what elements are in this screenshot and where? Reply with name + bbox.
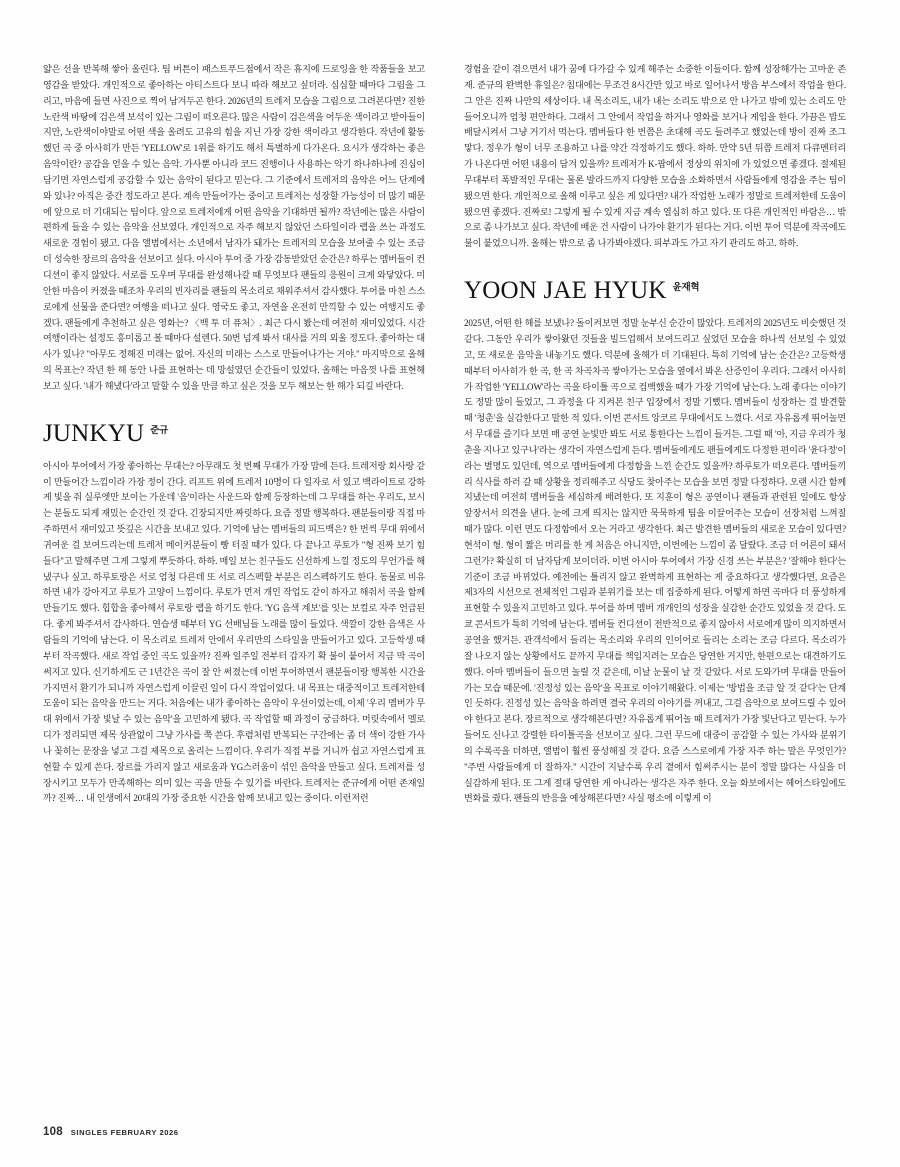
magazine-imprint: SINGLES FEBRUARY 2026 bbox=[70, 1128, 179, 1137]
artist-hangul-name-junkyu: 준규 bbox=[150, 424, 168, 436]
page-number: 108 bbox=[43, 1126, 63, 1138]
right-column bbox=[464, 62, 846, 1072]
junkyu-interview-text: 아시아 투어에서 가장 좋아하는 무대는? 아무래도 첫 번째 무대가 가장 맘에 든다. 트레저랑 회사랑 같이 만들어간 느낌이라 가장 정이 간다. 리프트 위에 트레저 10명이 다 일자로 서 있고 백라이트로 강하게 빛을 줘 실루엣만 보이는 가운데 '음'이라는 사운드와 함께 등장하는데 그 무대를 하는 우리도, 보시는 분들도 되게 재밌는 순간인 것 같다. 긴장되지만 짜릿하다. 요즘 정말 행복하다. 팬분들이랑 직접 마주하면서 재미있고 뜻깊은 시간을 보내고 있다. 기억에 남는 멤버들의 피드백은? 한 번씩 무대 위에서 귀여운 걸 보여드리는데 트레저 메이커분들이 빵 터질 때가 있다. 다 끝나고 루토가 "형 진짜 보기 힘들다"고 말해주면 그게 그렇게 뿌듯하다. 하하. 매일 보는 친구들도 신선하게 느낄 정도의 무언가를 해냈구나 싶고. 하루토랑은 서로 엄청 다른데 또 서로 리스펙할 부분은 리스펙하기도 한다. 동물로 비유하면 내가 강아지고 루토가 고양이 느낌이다. 루토가 먼저 개인 작업도 같이 하자고 해줘서 곡을 함께 만들기도 했다. 힙합을 좋아해서 루토랑 랩을 하기도 한다. 'YG 음색 계보'를 잇는 보컬로 자주 언급된다. 좋게 봐주셔서 감사하다. 연습생 때부터 YG 선배님들 노래를 많이 들었다. 색깔이 강한 음색은 사람들의 기억에 남는다. 이 목소리로 트레저 안에서 우리만의 스타일을 만들어가고 있다. 고등학생 때부터 작곡했다. 새로 작업 중인 곡도 있을까? 진짜 일주일 전부터 갑자기 확 불이 붙어서 지금 막 곡이 써지고 있다. 신기하게도 근 1년간은 곡이 잘 안 써졌는데 이번 투어하면서 팬분들이랑 행복한 시간을 가지면서 환기가 되니까 자연스럽게 이끌린 일이 다시 작업이었다. 내 목표는 대중적이고 트레저한테 도움이 되는 음악을 만드는 거다. 처음에는 내가 좋아하는 음악이 우선이었는데, 이제 '우리 멤버가 무대 위에서 가장 빛날 수 있는 음악'을 고민하게 됐다. 곡 작업할 때 과정이 궁금하다. 머릿속에서 멜로디가 정리되면 제목 상관없이 그냥 가사를 쭉 쓴다. 후렴처럼 반복되는 구간에는 좀 더 색이 강한 가사나 꽂히는 문장을 넣고 그걸 제목으로 올리는 느낌이다. 우리가 직접 부를 거니까 쉽고 자연스럽게 표현할 수 있게 쓴다. 장르를 가리지 않고 새로움과 YG스러움이 섞인 음악을 만들고 싶다. 트레저를 성장시키고 모두가 만족해하는 의미 있는 곡을 만들 수 있기를 바란다. 트레저는 준규에게 어떤 존재일까? 진짜… 내 인생에서 20대의 가장 중요한 시간을 함께 보내고 있는 중이다. 이런저런 bbox=[43, 460, 425, 804]
left-column-continued-interview-text: 얇은 선을 반복해 쌓아 올린다. 팀 버튼이 패스트푸드점에서 작은 휴지에 드로잉을 한 작품들을 보고 영감을 받았다. 개인적으로 좋아하는 아티스트다 보니 따라 해보고 싶더라. 심심할 때마다 그림을 그리고, 마음에 들면 사진으로 찍어 남겨두곤 한다. 2026년의 트레저 모습을 그림으로 그려본다면? 진한 노란색 바탕에 검은색 보석이 있는 그림이 떠오른다. 많은 사람이 검은색을 어두운 색이라고 받아들이지만, 노란색이야말로 어떤 색을 올려도 고유의 힘을 지닌 가장 강한 색이라고 생각한다. 작년에 활동했던 곡 중 아사히가 만든 'YELLOW'로 1위를 하기도 해서 특별하게 다가온다. 요시가 생각하는 좋은 음악이란? 공감을 얻을 수 있는 음악. 가사뿐 아니라 코드 진행이나 사용하는 악기 하나하나에 진심이 담기면 자연스럽게 공감할 수 있는 음악이 된다고 믿는다. 그 기준에서 트레저의 음악은 어느 단계에 와 있나? 아직은 중간 정도라고 본다. 계속 만들어가는 중이고 트레저는 성장할 가능성이 더 많기 때문에 앞으로 더 기대되는 팀이다. 앞으로 트레저에게 어떤 음악을 기대하면 될까? 작년에는 많은 사람이 편하게 들을 수 있는 음악을 선보였다. 개인적으로 자주 해보지 않았던 스타일이라 랩을 쓰는 과정도 새로운 경험이 됐고. 다음 앨범에서는 소년에서 남자가 돼가는 트레저의 모습을 보여줄 수 있는 조금 더 성숙한 장르의 음악을 선보이고 싶다. 아시아 투어 중 가장 감동받았던 순간은? 하루는 멤버들이 컨디션이 좋지 않았다. 서로를 도우며 무대를 완성해나갈 때 무엇보다 팬들의 응원이 크게 와닿았다. 미안한 마음이 커졌을 때조차 우리의 빈자리를 팬들의 목소리로 채워주셔서 감사했다. 투어를 마친 스스로에게 선물을 준다면? 여행을 떠나고 싶다. 영국도 좋고, 자연을 온전히 만끽할 수 있는 여행지도 좋겠다. 팬들에게 추천하고 싶은 영화는? 〈백 투 더 퓨처〉. 최근 다시 봤는데 여전히 재미있었다. 시간 여행이라는 설정도 흥미롭고 볼 때마다 설렌다. 50번 넘게 봐서 대사를 거의 외울 정도다. 좋아하는 대사가 있나? "아무도 정해진 미래는 없어. 자신의 미래는 스스로 만들어나가는 거야." 마지막으로 올해의 목표는? 작년 한 해 동안 나를 표현하는 데 망설였던 순간들이 있었다. 올해는 마음껏 나를 표현해보고 싶다. '내가 해냈다'라고 말할 수 있을 만큼 하고 싶은 것을 모두 해보는 한 해가 되길 바란다. bbox=[43, 64, 425, 391]
page-footer bbox=[43, 1126, 179, 1138]
left-column bbox=[43, 62, 425, 1072]
artist-hangul-name-yoon-jae-hyuk: 윤재혁 bbox=[672, 282, 700, 294]
right-column-continued-interview-text: 경험을 같이 겪으면서 내가 꿈에 다가갈 수 있게 해주는 소중한 이들이다. 함께 성장해가는 고마운 존재. 준규의 완벽한 휴일은? 침대에는 무조건 8시간만 있고 바로 일어나서 방음 부스에서 작업을 한다. 그 안은 진짜 나만의 세상이다. 내 목소리도, 내가 내는 소리도 밖으로 안 나가고 밖에 있는 소리도 안 들어오니까 엄청 편안하다. 그래서 그 안에서 작업을 하거나 영화를 보거나 게임을 한다. 가끔은 밥도 배달시켜서 그냥 거기서 먹는다. 멤버들다 한 번쯤은 초대해 곡도 들려주고 했었는데 방이 진짜 조그맣다. 정우가 형이 너무 조용하고 나를 약간 걱정하기도 했다. 하하. 만약 5년 뒤쯤 트레저 다큐멘터리가 나온다면 어떤 내용이 담겨 있을까? 트레저가 K-팝에서 정상의 위치에 가 있었으면 좋겠다. 절제된 무대부터 폭발적인 무대는 물론 발라드까지 다양한 모습을 소화하면서 사람들에게 영감을 주는 팀이 됐으면 한다. 개인적으로 올해 이루고 싶은 게 있다면? 내가 작업한 노래가 정말로 트레저한테 도움이 됐으면 좋겠다. 진짜로! 그렇게 될 수 있게 지금 계속 열심히 하고 있다. 또 다른 개인적인 바람은… 밖으로 좀 나가보고 싶다. 작년에 배운 건 사람이 나가야 환기가 된다는 거다. 이번 투어 덕분에 작곡에도 불이 붙었으니까. 올해는 밖으로 좀 나가봐야겠다. 피부과도 가고 자기 관리도 하고. 하하. bbox=[464, 64, 846, 249]
artist-heading-yoon-jae-hyuk bbox=[464, 278, 846, 303]
yoon-jae-hyuk-interview-text: 2025년, 어떤 한 해를 보냈나? 돌이켜보면 정말 눈부신 순간이 많았다. 트레저의 2025년도 비슷했던 것 같다. 그동안 우리가 쌓아왔던 것들을 빌드업해서 보여드리고 싶었던 모습을 하나씩 선보일 수 있었고, 또 새로운 음악을 내놓기도 했다. 덕분에 올해가 더 기대된다. 특히 기억에 남는 순간은? 고등학생 때부터 아사히가 한 곡, 한 곡 차곡차곡 쌓아가는 모습을 옆에서 봐온 산증인이 우리다. 그래서 아사히가 작업한 'YELLOW'라는 곡을 타이틀 곡으로 컴백했을 때가 가장 기억에 남는다. 노래 좋다는 이야기도 정말 많이 들었고, 그 과정을 다 지켜본 친구 입장에서 정말 기뻤다. 멤버들이 성장하는 걸 발견할 때 '청춘'을 실감한다고 말한 적 있다. 이번 콘서트 앙코르 무대에서도 느꼈다. 서로 자유롭게 뛰어놀면서 무대를 즐기다 보면 매 공연 눈빛만 봐도 서로 통한다는 느낌이 들거든. 그럴 때 '아, 지금 우리가 청춘을 지나고 있구나'라는 생각이 자연스럽게 든다. 멤버들에게도 팬들에게도 다정한 편이라 '윤다정'이라는 별명도 있던데, 역으로 멤버들에게 다정함을 느낀 순간도 있을까? 하루토가 떠오른다. 멤버들끼리 식사를 하러 갈 때 상황을 정리해주고 식당도 찾아주는 모습을 보면 정말 다정하다. 오랜 시간 함께 지냈는데 여전히 멤버들을 세심하게 배려한다. 또 지훈이 형은 공연이나 팬들과 관련된 일에도 항상 앞장서서 의견을 낸다. 눈에 크게 띄지는 않지만 묵묵하게 팀을 이끌어주는 모습이 선장처럼 느껴질 때가 많다. 이런 면도 다정함에서 오는 거라고 생각한다. 최근 발견한 멤버들의 새로운 모습이 있다면? 현석이 형. 형이 짧은 머리를 한 게 처음은 아니지만, 이번에는 느낌이 좀 달랐다. 조금 더 어른이 돼서 그런가? 확실히 더 남자답게 보이더라. 이번 아시아 투어에서 가장 신경 쓰는 부분은? '잘해야 한다'는 기준이 조금 바뀌었다. 예전에는 틀리지 않고 완벽하게 표현하는 게 중요하다고 생각했다면, 요즘은 제3자의 시선으로 전체적인 그림과 분위기를 보는 데 집중하게 된다. 어떻게 하면 곡마다 더 풍성하게 표현할 수 있을지 고민하고 있다. 투어를 하며 멤버 개개인의 성장을 실감한 순간도 있었을 것 같다. 도쿄 콘서트가 특히 기억에 남는다. 멤버들 컨디션이 전반적으로 좋지 않아서 서로에게 많이 의지하면서 공연을 했거든. 관객석에서 들리는 목소리와 우리의 인이어로 들리는 소리는 조금 다르다. 목소리가 잘 나오지 않는 상황에서도 끝까지 무대를 책임지려는 모습은 당연한 거지만, 한편으로는 대견하기도 했다. 아마 멤버들이 들으면 놀릴 것 같은데, 이날 눈물이 날 것 같았다. 서로 도와가며 무대를 만들어가는 모습 때문에. '진정성 있는 음악'을 목표로 이야기해왔다. 이제는 '방법을 조금 알 것 같다'는 단계인 듯하다. 진정성 있는 음악을 하려면 결국 우리의 이야기를 꺼내고, 그걸 음악으로 보여드릴 수 있어야 한다고 본다. 장르적으로 생각해본다면? 자유롭게 뛰어놀 때 트레저가 가장 빛난다고 믿는다. 누가 들어도 신나고 강렬한 타이틀곡을 선보이고 싶다. 그런 무드에 대중이 공감할 수 있는 가사와 분위기의 수록곡을 더하면, 앨범이 훨씬 풍성해질 것 같다. 요즘 스스로에게 가장 자주 하는 말은 무엇인가? "주변 사람들에게 더 잘하자." 시간이 지날수록 우리 곁에서 힘써주시는 분이 정말 많다는 사실을 더 실감하게 된다. 또 그게 절대 당연한 게 아니라는 생각은 자주 한다. 오늘 화보에서는 헤어스타일에도 변화를 줬다. 팬들의 반응을 예상해본다면? 사실 평소에 이렇게 이 bbox=[464, 318, 846, 804]
artist-latin-name-junkyu: JUNKYU bbox=[43, 419, 145, 447]
artist-heading-junkyu bbox=[43, 421, 425, 446]
two-column-layout bbox=[43, 62, 846, 1072]
artist-latin-name-yoon-jae-hyuk: YOON JAE HYUK bbox=[464, 277, 667, 305]
